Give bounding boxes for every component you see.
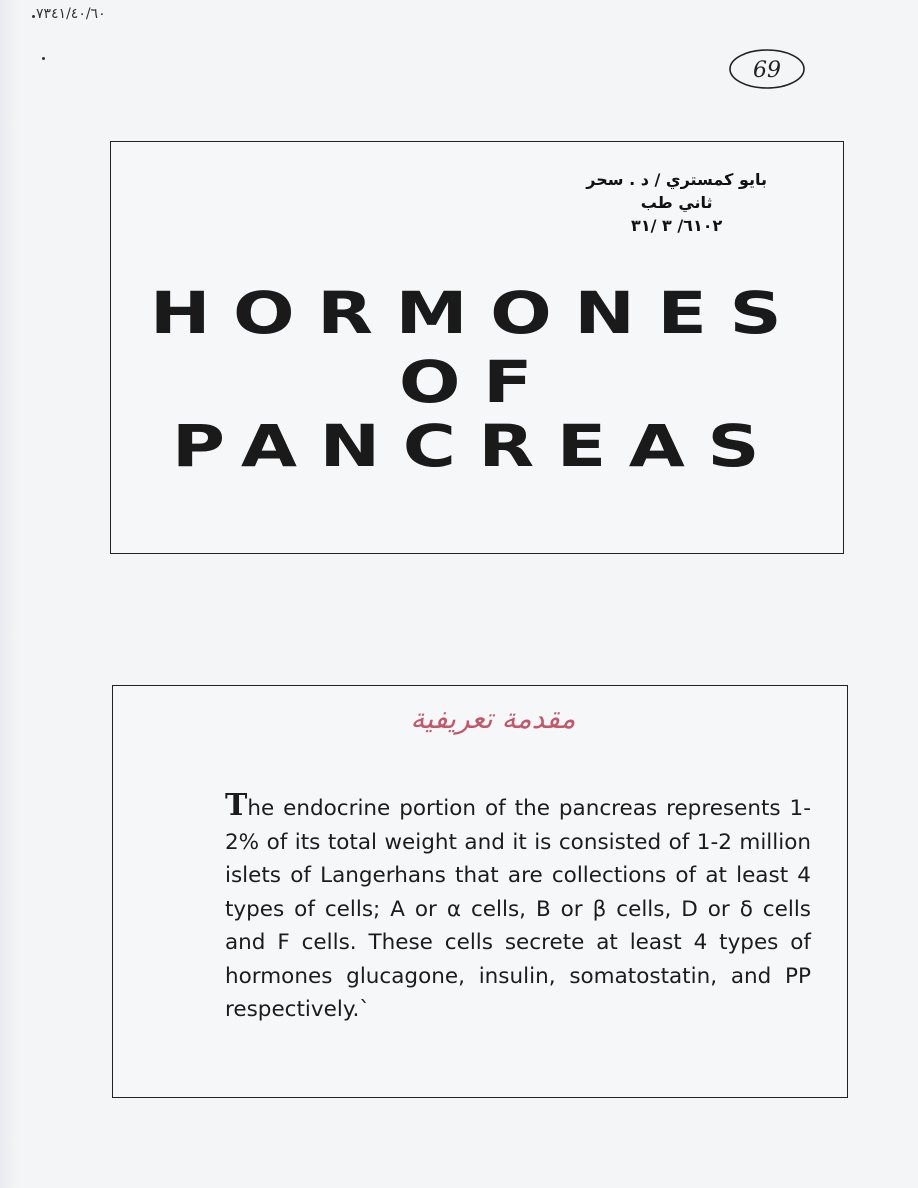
title-line-1: HORMONES	[149, 279, 805, 347]
title-line-2: OF	[398, 348, 556, 416]
class-line: ثاني طب	[640, 193, 713, 212]
circled-page-number	[727, 47, 807, 91]
title-line-3: PANCREAS	[171, 412, 783, 480]
course-line: بايو كمستري / د . سحر	[586, 170, 767, 189]
margin-mark	[42, 57, 45, 60]
title-slide	[110, 141, 844, 554]
corner-date: ٠٦/٠٤/١٤٣٧	[36, 6, 106, 22]
handwritten-note: مقدمة تعريفية	[410, 702, 576, 735]
page-number-stamp	[727, 47, 807, 91]
page-number: 69	[753, 58, 781, 83]
corner-mark	[32, 15, 35, 18]
scan-edge	[0, 0, 18, 1188]
intro-paragraph	[225, 789, 811, 1027]
date-line: ٢٠١٦/ ٣ /١٣	[631, 216, 723, 235]
arabic-header	[586, 168, 767, 237]
intro-body: he endocrine portion of the pancreas represents 1-2% of its total weight and it is consisted of 1-2 million islets of Langerhans that are collections of at least 4 types of cells; A or α cells, B or β cells, D or δ cells and F cells. These cells secrete at least 4 types of hormones glucagone, insulin, somatostatin, and PP respectively.`	[225, 796, 811, 1022]
drop-cap: T	[225, 788, 248, 823]
intro-slide	[112, 685, 848, 1098]
